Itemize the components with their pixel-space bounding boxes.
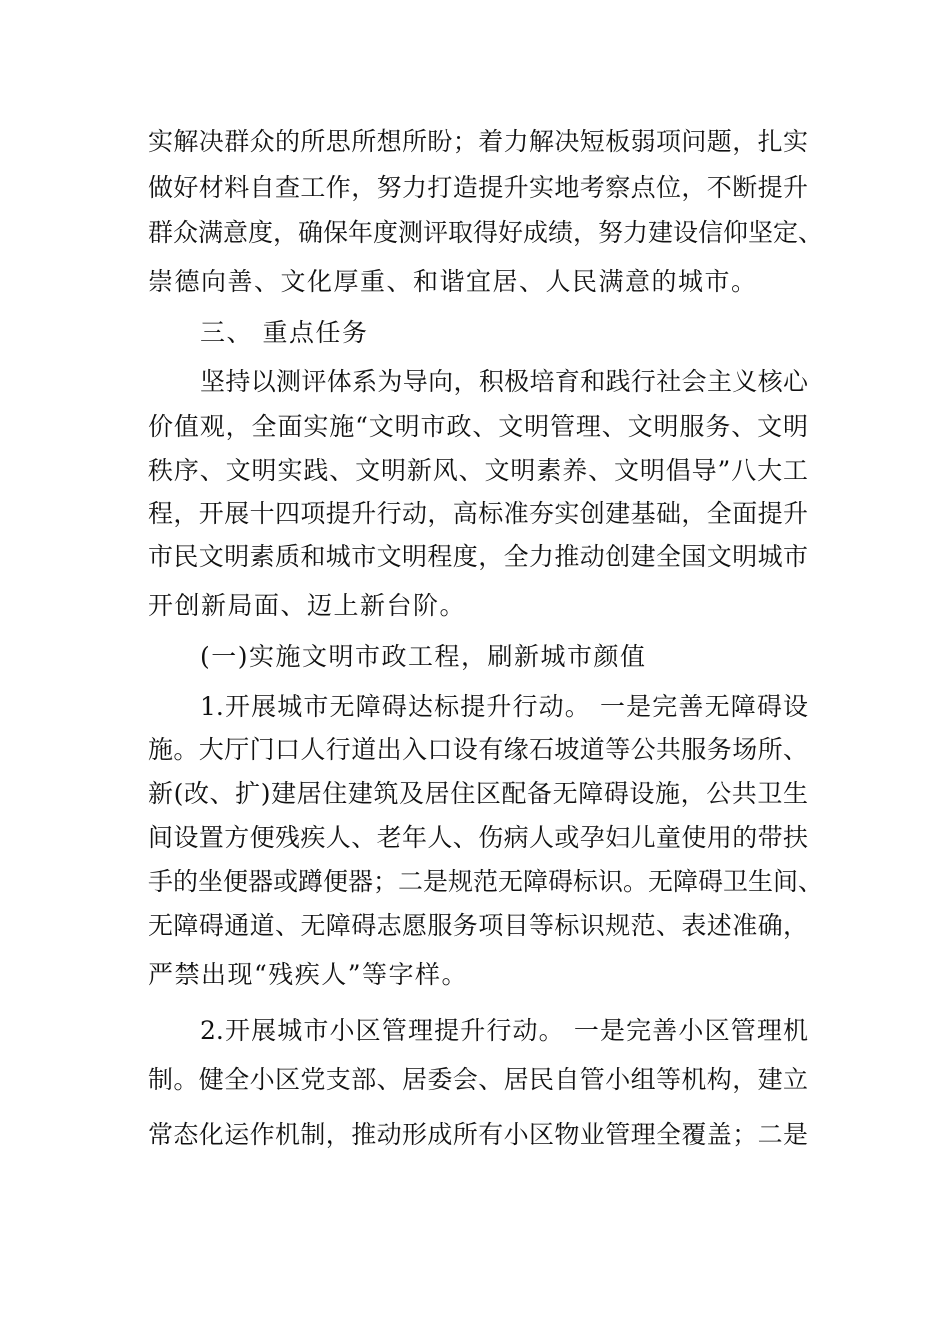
body-text-line: 常态化运作机制，推动形成所有小区物业管理全覆盖；二是 (148, 1120, 808, 1149)
body-text-line: 价值观，全面实施“文明市政、文明管理、文明服务、文明 (148, 412, 808, 441)
body-text-line: 开创新局面、迈上新台阶。 (148, 591, 467, 620)
body-text-line: 做好材料自查工作，努力打造提升实地考察点位，不断提升 (148, 173, 808, 202)
body-text-line: 崇德向善、文化厚重、和谐宜居、人民满意的城市。 (148, 267, 758, 296)
body-text-line: 施。大厅门口人行道出入口设有缘石坡道等公共服务场所、 (148, 735, 808, 764)
body-text-line: 严禁出现“残疾人”等字样。 (148, 960, 469, 989)
body-text-line: 群众满意度，确保年度测评取得好成绩，努力建设信仰坚定、 (148, 218, 824, 247)
body-text-line: 坚持以测评体系为导向，积极培育和践行社会主义核心 (200, 367, 808, 396)
body-text-line: 秩序、文明实践、文明新风、文明素养、文明倡导”八大工 (148, 456, 808, 485)
body-text-line: 制。健全小区党支部、居委会、居民自管小组等机构，建立 (148, 1065, 808, 1094)
subsection-heading: (一)实施文明市政工程，刷新城市颜值 (200, 642, 647, 671)
body-text-line: 无障碍通道、无障碍志愿服务项目等标识规范、表述准确， (148, 911, 808, 940)
body-text-line: 新(改、扩)建居住建筑及居住区配备无障碍设施，公共卫生 (148, 779, 808, 808)
body-text-line: 2.开展城市小区管理提升行动。 一是完善小区管理机 (200, 1016, 808, 1045)
body-text-line: 实解决群众的所思所想所盼；着力解决短板弱项问题，扎实 (148, 127, 808, 156)
body-text-line: 间设置方便残疾人、老年人、伤病人或孕妇儿童使用的带扶 (148, 823, 808, 852)
body-text-line: 手的坐便器或蹲便器；二是规范无障碍标识。无障碍卫生间、 (148, 867, 824, 896)
body-text-line: 1.开展城市无障碍达标提升行动。 一是完善无障碍设 (200, 692, 808, 721)
section-heading: 三、 重点任务 (200, 318, 369, 347)
body-text-line: 程，开展十四项提升行动，高标准夯实创建基础，全面提升 (148, 499, 808, 528)
body-text-line: 市民文明素质和城市文明程度，全力推动创建全国文明城市 (148, 542, 808, 571)
